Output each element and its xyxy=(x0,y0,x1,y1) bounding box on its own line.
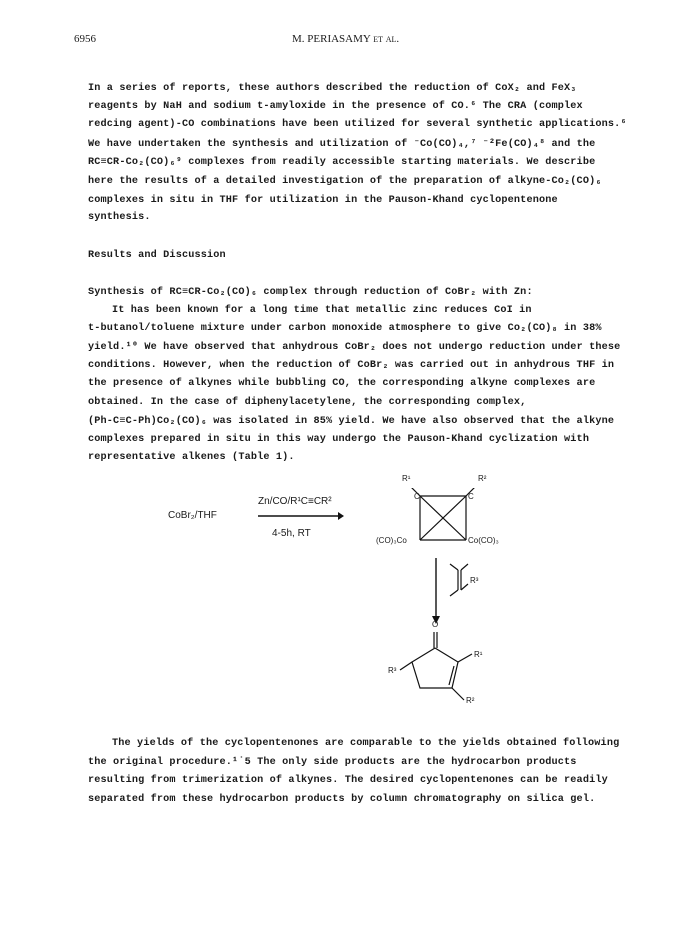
complex-co-left-label: (CO)₃Co xyxy=(376,536,407,545)
section-heading: Results and Discussion xyxy=(88,250,226,261)
product-oxygen-label: O xyxy=(432,620,439,629)
text-line: conditions. However, when the reduction of CoBr₂ was carried out in anhydrous THF in xyxy=(88,360,615,371)
text-line: the presence of alkynes while bubbling CO, the corresponding alkyne complexes are xyxy=(88,378,596,389)
text-line: t-butanol/toluene mixture under carbon monoxide atmosphere to give Co₂(CO)₈ in 38% xyxy=(88,323,602,334)
text-line: In a series of reports, these authors described the reduction of CoX₂ and FeX₃ xyxy=(88,83,577,94)
reaction-scheme xyxy=(0,470,680,720)
complex-c-left-label: C xyxy=(414,492,420,501)
text-line: separated from these hydrocarbon products by column chromatography on silica gel. xyxy=(88,794,596,805)
complex-r2-label: R² xyxy=(478,474,487,483)
complex-co-right-label: Co(CO)₃ xyxy=(468,536,499,545)
text-line: We have undertaken the synthesis and utilization of ⁻Co(CO)₄,⁷ ⁻²Fe(CO)₄⁸ and the xyxy=(88,139,596,150)
cyclopentenone-product-drawing xyxy=(388,620,498,710)
reagents-label: Zn/CO/R¹C≡CR² xyxy=(258,496,332,507)
running-title: M. PERIASAMY et al. xyxy=(292,33,400,45)
complex-r1-label: R¹ xyxy=(402,474,411,483)
text-line: complexes in situ in THF for utilization in the Pauson-Khand cyclopentenone xyxy=(88,195,558,206)
reaction-arrow xyxy=(258,510,344,522)
text-line: here the results of a detailed investigation of the preparation of alkyne-Co₂(CO)₆ xyxy=(88,176,602,187)
text-line: obtained. In the case of diphenylacetylene, the corresponding complex, xyxy=(88,397,527,408)
text-line: representative alkenes (Table 1). xyxy=(88,452,295,463)
text-line: RC≡CR-Co₂(CO)₆⁹ complexes from readily accessible starting materials. We describe xyxy=(88,157,596,168)
text-line: redcing agent)-CO combinations have been utilized for several synthetic applications.⁶ xyxy=(88,119,627,130)
text-line: It has been known for a long time that metallic zinc reduces CoI in xyxy=(112,305,532,316)
text-line: synthesis. xyxy=(88,212,151,223)
product-r1-label: R¹ xyxy=(474,650,483,659)
text-line: The yields of the cyclopentenones are comparable to the yields obtained following xyxy=(112,738,620,749)
text-line: reagents by NaH and sodium t-amyloxide in the presence of CO.⁶ The CRA (complex xyxy=(88,101,583,112)
text-line: (Ph-C≡C-Ph)Co₂(CO)₆ was isolated in 85% yield. We have also observed that the alkyne xyxy=(88,416,615,427)
page-number: 6956 xyxy=(74,33,96,45)
text-line: complexes prepared in situ in this way undergo the Pauson-Khand cyclization with xyxy=(88,434,590,445)
alkene-r3-label: R³ xyxy=(470,576,479,585)
product-r2-label: R² xyxy=(466,696,475,705)
reactant-label: CoBr₂/THF xyxy=(168,510,217,521)
complex-c-right-label: C xyxy=(468,492,474,501)
text-line: resulting from trimerization of alkynes. The desired cyclopentenones can be readily xyxy=(88,775,608,786)
subsection-heading: Synthesis of RC≡CR-Co₂(CO)₆ complex through reduction of CoBr₂ with Zn: xyxy=(88,287,533,298)
text-line: yield.¹⁰ We have observed that anhydrous CoBr₂ does not undergo reduction under these xyxy=(88,342,621,353)
text-line: the original procedure.¹˙5 The only side products are the hydrocarbon products xyxy=(88,757,577,768)
vertical-reaction-arrow xyxy=(430,558,442,624)
product-r3-label: R³ xyxy=(388,666,397,675)
conditions-label: 4-5h, RT xyxy=(272,528,311,539)
